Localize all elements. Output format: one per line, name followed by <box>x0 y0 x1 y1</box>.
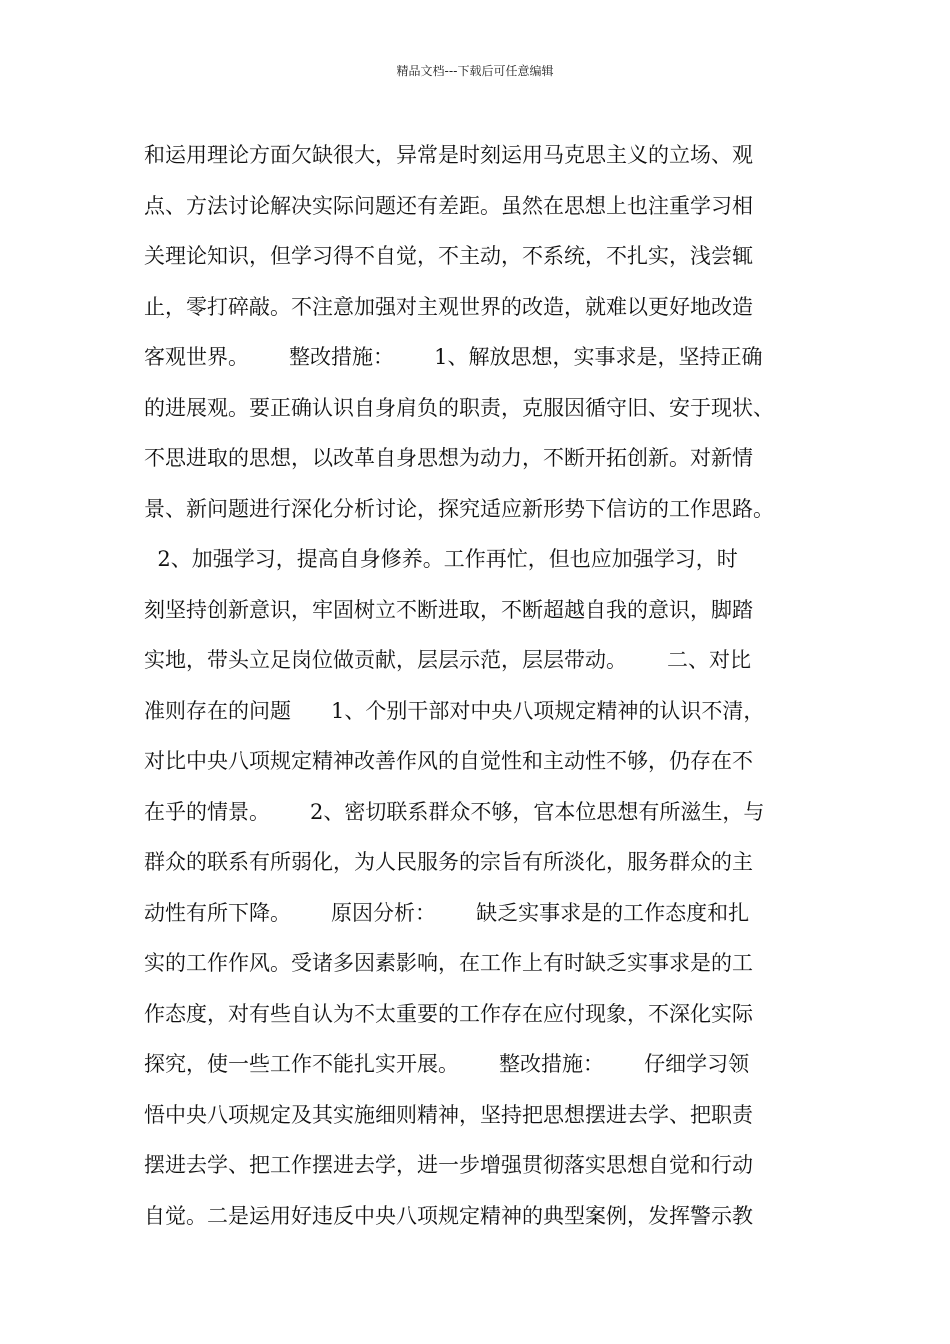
text-line: 和运用理论方面欠缺很大，异常是时刻运用马克思主义的立场、观 <box>144 143 753 167</box>
document-body <box>144 130 814 1241</box>
page-header: 精品文档---下载后可任意编辑 <box>396 64 554 78</box>
text-line: 不思进取的思想，以改革自身思想为动力，不断开拓创新。对新情 <box>144 446 753 470</box>
text-line: 客观世界。 整改措施： 1、解放思想，实事求是，坚持正确 <box>144 345 763 369</box>
text-line: 动性有所下降。 原因分析： 缺乏实事求是的工作态度和扎 <box>144 900 750 925</box>
text-line: 探究，使一些工作不能扎实开展。 整改措施： 仔细学习领 <box>144 1052 750 1076</box>
text-line: 点、方法讨论解决实际问题还有差距。虽然在思想上也注重学习相 <box>144 193 753 218</box>
text-line: 准则存在的问题 1、个别干部对中央八项规定精神的认识不清， <box>144 698 765 723</box>
text-line: 作态度，对有些自认为不太重要的工作存在应付现象，不深化实际 <box>144 1001 753 1026</box>
text-line: 对比中央八项规定精神改善作风的自觉性和主动性不够，仍存在不 <box>144 749 753 773</box>
text-line: 止，零打碎敲。不注意加强对主观世界的改造，就难以更好地改造 <box>144 294 753 319</box>
text-line: 实的工作作风。受诸多因素影响，在工作上有时缺乏实事求是的工 <box>144 951 753 975</box>
text-line: 2、加强学习，提高自身修养。工作再忙，但也应加强学习，时 <box>144 547 738 571</box>
text-line: 在乎的情景。 2、密切联系群众不够，官本位思想有所滋生，与 <box>144 799 765 824</box>
text-line: 群众的联系有所弱化，为人民服务的宗旨有所淡化，服务群众的主 <box>144 850 753 874</box>
text-line: 悟中央八项规定及其实施细则精神，坚持把思想摆进去学、把职责 <box>144 1102 753 1127</box>
text-line: 摆进去学、把工作摆进去学，进一步增强贯彻落实思想自觉和行动 <box>144 1153 753 1177</box>
text-line: 景、新问题进行深化分析讨论，探究适应新形势下信访的工作思路。 <box>144 496 774 521</box>
text-line: 的进展观。要正确认识自身肩负的职责，克服因循守旧、安于现状、 <box>144 395 774 420</box>
text-line: 实地，带头立足岗位做贡献，层层示范，层层带动。 二、对比 <box>144 648 752 672</box>
text-line: 自觉。二是运用好违反中央八项规定精神的典型案例，发挥警示教 <box>144 1203 753 1228</box>
text-line: 刻坚持创新意识，牢固树立不断进取，不断超越自我的意识，脚踏 <box>144 597 753 622</box>
text-line: 关理论知识，但学习得不自觉，不主动，不系统，不扎实，浅尝辄 <box>144 244 753 268</box>
